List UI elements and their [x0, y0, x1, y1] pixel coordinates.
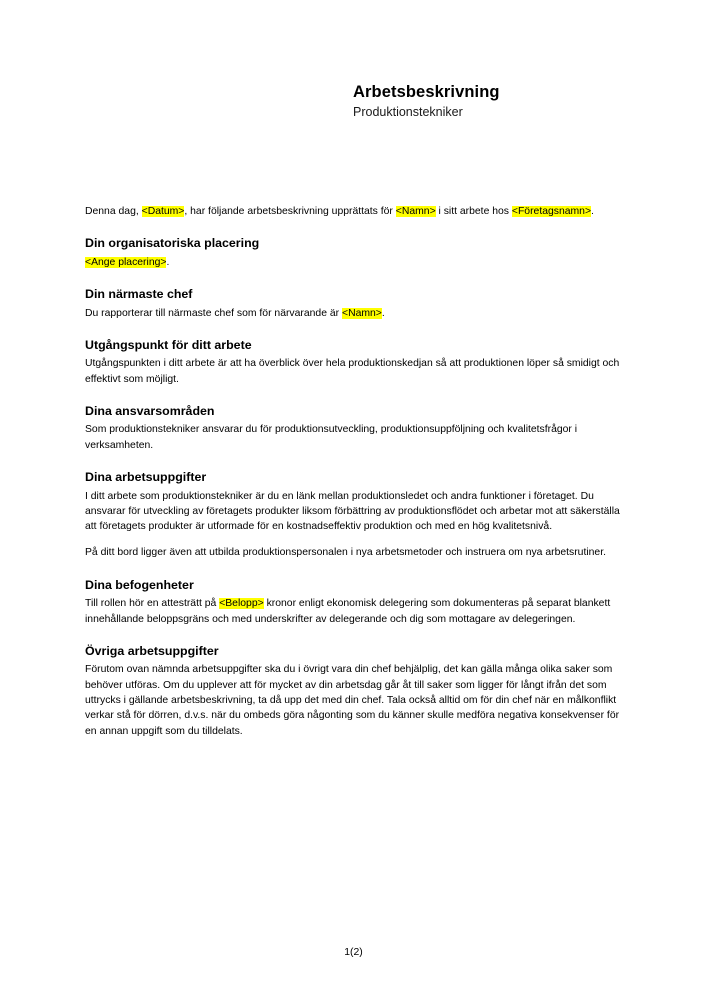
intro-paragraph — [85, 204, 623, 219]
placeholder-belopp[interactable]: <Belopp> — [219, 598, 264, 610]
text-after-namn: . — [381, 307, 385, 319]
paragraph-utgangspunkt: Utgångspunkten i ditt arbete är att ha överblick över hela produktionskedjan så att produktionen löper så smidigt och effektivt som möjligt. — [85, 358, 620, 385]
paragraph-ovriga-arbetsuppgifter: Förutom ovan nämnda arbetsuppgifter ska du i övrigt vara din chef behjälplig, det kan gälla många olika saker som behöver utföras. Om du upplever att för mycket av din arbetsdag går åt till saker som ligger för långt ifrån det som uttrycks i gällande arbetsbeskrivning, ta då upp det med din chef. Tala också alltid om för din chef när en målkonflikt verkar stå för dörren, d.v.s. när du ombeds göra någonting som du känner skulle medföra negativa konsekvenser för en annan uppgift som du tilldelats. — [85, 664, 620, 737]
heading-arbetsuppgifter: Dina arbetsuppgifter — [85, 470, 207, 485]
placeholder-chef-namn[interactable]: <Namn> — [342, 307, 382, 319]
placeholder-namn[interactable]: <Namn> — [395, 206, 436, 217]
section-ovriga-arbetsuppgifter — [85, 644, 623, 739]
heading-narmaste-chef: Din närmaste chef — [85, 287, 193, 302]
text-before-belopp: Till rollen hör en attesträtt på — [85, 598, 220, 610]
paragraph-ansvarsomraden: Som produktionstekniker ansvarar du för produktionsutveckling, produktionsuppföljning och kvalitetsfrågor i verksamheten. — [85, 424, 578, 451]
document-title-block — [353, 82, 653, 120]
placeholder-foretagsnamn[interactable]: <Företagsnamn> — [511, 206, 592, 217]
heading-organisatorisk-placering: Din organisatoriska placering — [85, 236, 260, 251]
intro-text-4: . — [591, 206, 594, 217]
heading-utgangspunkt: Utgångspunkt för ditt arbete — [85, 337, 252, 352]
intro-text-2: , har följande arbetsbeskrivning upprättats för — [184, 206, 396, 217]
paragraph-befogenheter — [85, 596, 623, 627]
document-subtitle: Produktionstekniker — [353, 105, 463, 120]
text-after-placering: . — [166, 256, 170, 268]
document-title: Arbetsbeskrivning — [353, 83, 500, 101]
footer-page-number: 1(2) — [344, 947, 363, 958]
heading-befogenheter: Dina befogenheter — [85, 577, 194, 592]
section-arbetsuppgifter — [85, 470, 623, 561]
intro-text-1: Denna dag, — [85, 206, 142, 217]
intro-block — [85, 204, 623, 219]
section-narmaste-chef — [85, 287, 623, 321]
section-befogenheter — [85, 578, 623, 627]
paragraph-arbetsuppgifter-1: I ditt arbete som produktionstekniker är du en länk mellan produktionsledet och andra funktioner i företaget. Du ansvarar för utveckling av företagets produkter liksom förbättring av produktionsflödet och arbetar mot att säkerställa att företagets produkter är utformade för en kostnadseffektiv produktion och med en hög kvalitetsnivå. — [85, 490, 620, 533]
document-body — [85, 204, 623, 739]
paragraph-organisatorisk-placering — [85, 255, 623, 270]
heading-ansvarsomraden: Dina ansvarsområden — [85, 403, 215, 418]
section-organisatorisk-placering — [85, 236, 623, 270]
text-before-namn: Du rapporterar till närmaste chef som för närvarande är — [85, 307, 342, 319]
paragraph-narmaste-chef — [85, 306, 623, 321]
heading-ovriga-arbetsuppgifter: Övriga arbetsuppgifter — [85, 643, 219, 658]
text-after-belopp: kronor enligt ekonomisk delegering som dokumenteras på separat blankett innehållande beloppsgräns och med underskrifter av delegerande och dig som mottagare av delegeringen. — [85, 598, 611, 625]
placeholder-ange-placering[interactable]: <Ange placering> — [85, 256, 167, 268]
placeholder-datum[interactable]: <Datum> — [141, 206, 185, 217]
section-utgangspunkt — [85, 338, 623, 387]
section-ansvarsomraden — [85, 404, 623, 453]
paragraph-arbetsuppgifter-2: På ditt bord ligger även att utbilda produktionspersonalen i nya arbetsmetoder och instruera om nya arbetsrutiner. — [85, 547, 606, 559]
page-footer — [0, 942, 707, 960]
intro-text-3: i sitt arbete hos — [435, 206, 512, 217]
